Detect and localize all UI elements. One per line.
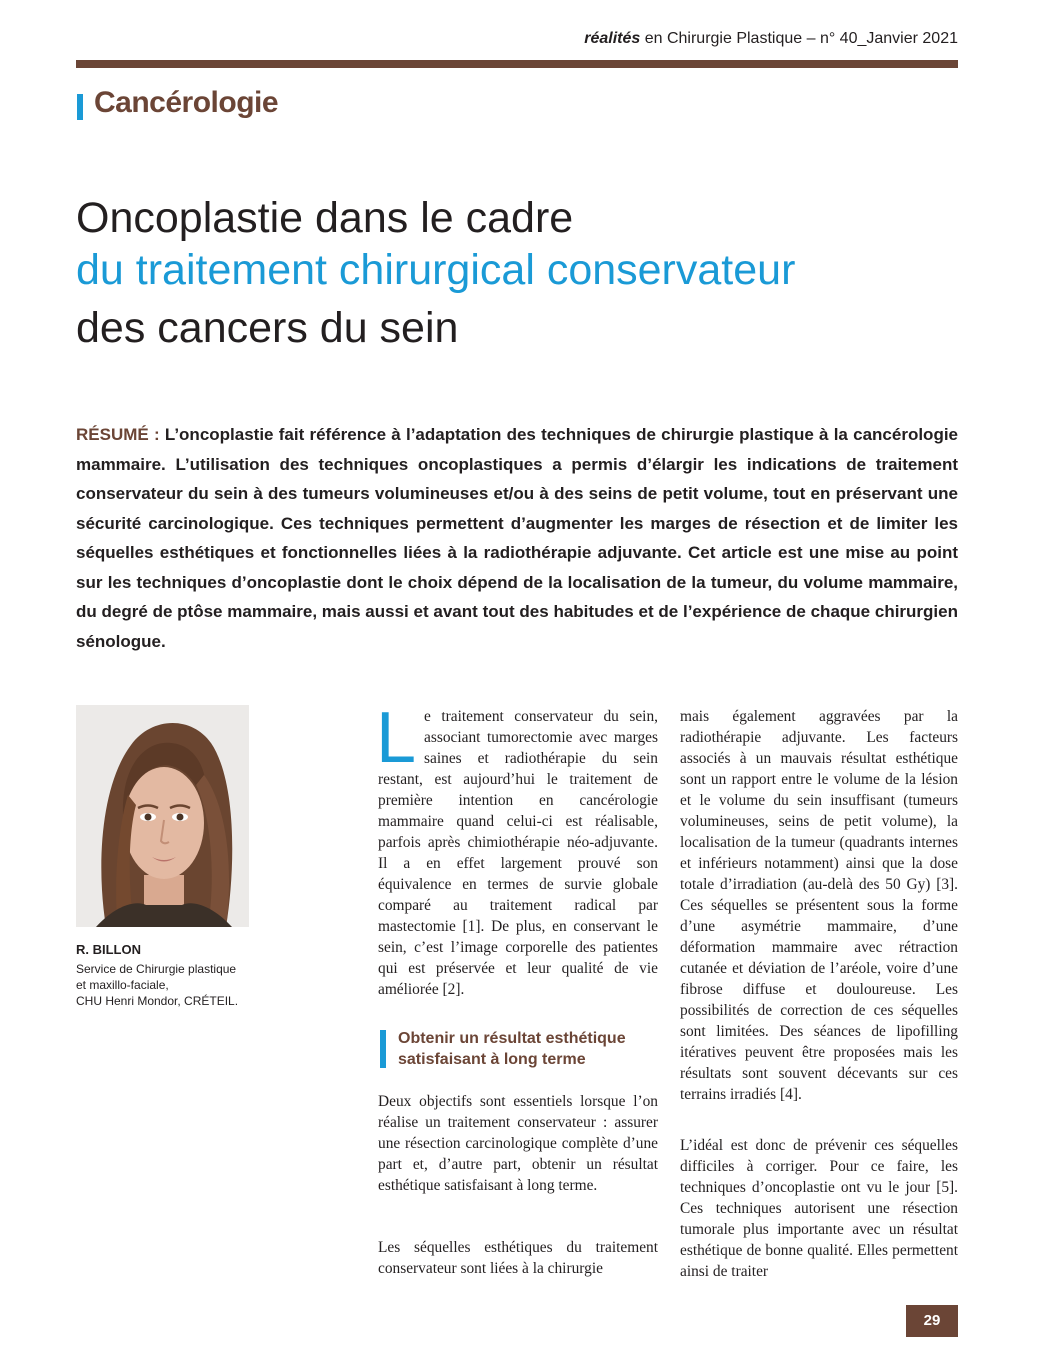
body-column-2 — [680, 706, 958, 1105]
author-affiliation-line: CHU Henri Mondor, CRÉTEIL. — [76, 994, 239, 1008]
page-number: 29 — [906, 1305, 958, 1337]
section-label: Cancérologie — [94, 86, 279, 119]
subheading-marker — [380, 1030, 386, 1068]
author-photo — [76, 705, 249, 927]
body-paragraph — [378, 1237, 658, 1279]
section-marker — [77, 94, 83, 120]
body-paragraph — [680, 1135, 958, 1282]
journal-header — [560, 30, 958, 48]
author-portrait-image — [76, 705, 249, 927]
journal-issue: en Chirurgie Plastique – n° 40_Janvier 2021 — [640, 30, 958, 47]
body-column-1 — [376, 698, 658, 1000]
author-affiliation — [76, 961, 276, 1009]
journal-name: réalités — [584, 30, 641, 47]
author-affiliation-line: Service de Chirurgie plastique — [76, 962, 237, 976]
abstract — [76, 420, 958, 656]
abstract-text: L’oncoplastie fait référence à l’adaptation des techniques de chirurgie plastique à la cancérologie mammaire. L’utilisation des techniques oncoplastiques a permis d’élargir les indications de traitement conservateur du sein à des tumeurs volumineuses et/ou à des seins de petit volume, tout en préservant une sécurité carcinologique. Ces techniques permettent d’augmenter les marges de résection et de limiter les séquelles esthétiques et fonctionnelles liées à la radiothérapie adjuvante. Cet article est une mise au point sur les techniques d’oncoplastie dont le choix dépend de la localisation de la tumeur, du volume mammaire, du degré de ptôse mammaire, mais aussi et avant tout des habitudes et de l’expérience de chaque chirurgien sénologue. — [76, 425, 958, 651]
title-line-3: des cancers du sein — [76, 304, 459, 352]
title-line-2: du traitement chirurgical conservateur — [76, 246, 796, 294]
header-rule — [76, 60, 958, 68]
sequelae-paragraph: Les séquelles esthétiques du traitement conservateur sont liées à la chirurgie — [378, 1239, 658, 1277]
abstract-lead: RÉSUMÉ : — [76, 425, 160, 444]
author-name: R. BILLON — [76, 942, 141, 957]
subheading: Obtenir un résultat esthétique satisfaisant à long terme — [398, 1030, 626, 1068]
title-line-1: Oncoplastie dans le cadre — [76, 194, 574, 242]
author-affiliation-line: et maxillo-faciale, — [76, 978, 169, 992]
body-paragraph — [378, 1091, 658, 1196]
sequelae-continued-paragraph: mais également aggravées par la radiothérapie adjuvante. Les facteurs associés à un mauvais résultat esthétique sont un rapport entre le volume de la lésion et le volume du sein insuffisant (tumeurs volumineuses, seins de petit volume), la localisation de la tumeur (quadrants internes et inférieurs notamment) ainsi que la dose totale d’irradiation (au-delà des 50 Gy) [3]. Ces séquelles se présentent sous la forme d’une asymétrie mammaire, d’une déformation mammaire avec rétraction cutanée et déviation de l’aréole, voire d’une fibrose diffuse et douloureuse. Les possibilités de correction de ces séquelles sont limitées. Des séances de lipofilling itératives peuvent être proposées mais les résultats sont souvent décevants sur ces terrains irradiés [4]. — [680, 708, 958, 1103]
intro-paragraph: e traitement conservateur du sein, associant tumorectomie avec marges saines et radiothérapie du sein restant, est aujourd’hui le traitement de première intention en cancérologie mammaire quand celui-ci est réalisable, parfois après chimiothérapie néo-adjuvante. Il a en effet largement prouvé son équivalence en termes de survie globale comparé au traitement radical par mastectomie [1]. De plus, en conservant le sein, c’est l’image corporelle des patientes qui est préservée et leur qualité de vie améliorée [2]. — [378, 708, 658, 998]
drop-cap: L — [376, 698, 417, 778]
objectives-paragraph: Deux objectifs sont essentiels lorsque l’on réalise un traitement conservateur : assurer une résection carcinologique complète d’une part et, d’autre part, obtenir un résultat esthétique satisfaisant à long terme. — [378, 1093, 658, 1194]
prevention-paragraph: L’idéal est donc de prévenir ces séquelles difficiles à corriger. Pour ce faire, les techniques d’oncoplastie ont vu le jour [5]. Ces techniques autorisent une résection tumorale plus importante avec un résultat esthétique de bonne qualité. Elles permettent ainsi de traiter — [680, 1137, 958, 1280]
